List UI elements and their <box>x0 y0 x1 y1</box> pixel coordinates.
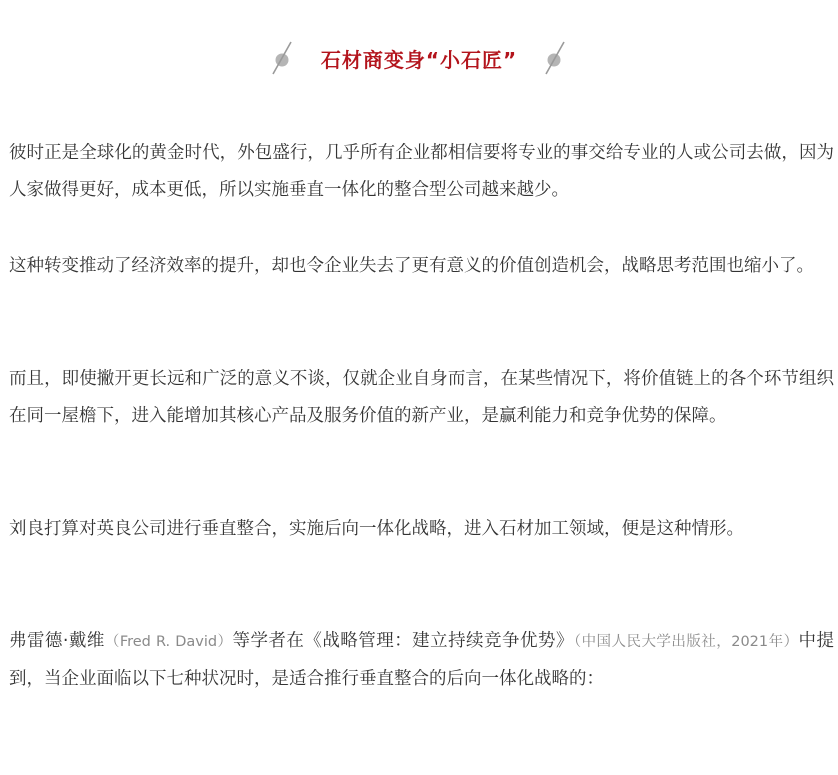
citation-author-english: （Fred R. David） <box>104 634 233 650</box>
paragraph-efficiency: 这种转变推动了经济效率的提升，却也令企业失去了更有意义的价值创造机会，战略思考范围也缩小了。 <box>9 256 814 276</box>
paragraph-value-chain: 而且，即使撇开更长远和广泛的意义不谈，仅就企业自身而言，在某些情况下，将价值链上的各个环节组织在同一屋檐下，进入能增加其核心产品及服务价值的新产业，是赢利能力和竞争优势的保障。 <box>9 369 834 426</box>
paragraph-liu-liang-strategy: 刘良打算对英良公司进行垂直整合，实施后向一体化战略，进入石材加工领域，便是这种情形。 <box>9 519 744 539</box>
paragraph-citation <box>9 623 834 698</box>
citation-author: 弗雷德·戴维 <box>9 631 105 651</box>
section-title: 石材商变身“小石匠” <box>320 47 518 72</box>
citation-book-title: 等学者在《战略管理：建立持续竞争优势》 <box>232 631 574 651</box>
slashed-circle-icon <box>269 38 299 78</box>
paragraph-globalization: 彼时正是全球化的黄金时代，外包盛行，几乎所有企业都相信要将专业的事交给专业的人或公司去做，因为人家做得更好，成本更低，所以实施垂直一体化的整合型公司越来越少。 <box>9 143 834 200</box>
citation-conclusion: 中提到，当企业面临以下七种状况时，是适合推行垂直整合的后向一体化战略的： <box>9 631 835 689</box>
citation-publisher: （中国人民大学出版社，2021年） <box>573 634 799 650</box>
section-heading <box>0 36 838 80</box>
slashed-circle-icon <box>539 38 569 78</box>
